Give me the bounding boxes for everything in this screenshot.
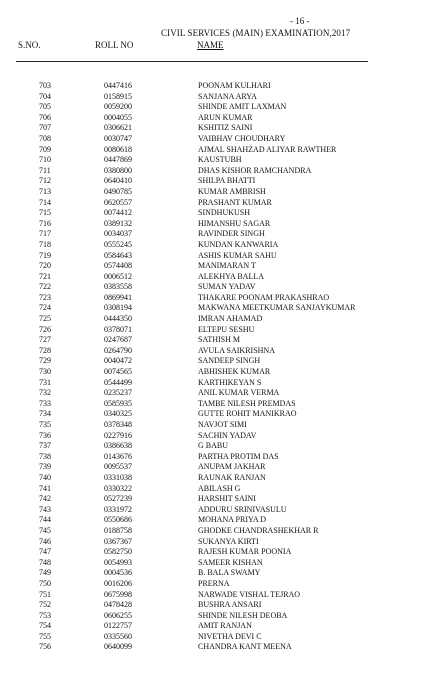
candidate-name-cell: AJMAL SHAHZAD ALIYAR RAWTHER [198,144,337,154]
serial-number-cell: 709 [39,144,51,154]
table-row [0,452,432,463]
serial-number-cell: 741 [39,483,51,493]
table-row [0,240,432,251]
roll-number-cell: 0095537 [104,462,132,472]
roll-number-cell: 0016206 [104,578,132,588]
candidate-name-cell: ASHIS KUMAR SAHU [198,250,277,260]
candidate-name-cell: PARTHA PROTIM DAS [198,451,279,461]
roll-number-cell: 0378348 [104,420,132,429]
serial-number-cell: 718 [39,239,51,249]
table-row [0,409,432,420]
serial-number-cell: 752 [39,600,51,610]
roll-number-cell: 0306621 [104,123,132,133]
candidate-name-cell: ANIL KUMAR VERMA [198,388,280,398]
header-rule [16,61,368,62]
candidate-name-cell: MOHANA PRIYA D [198,515,267,525]
candidate-name-cell: TAMBE NILESH PREMDAS [198,398,296,408]
table-row [0,600,432,611]
roll-number-cell: 0582750 [104,547,132,557]
serial-number-cell: 714 [39,197,51,207]
roll-number-cell: 0640099 [104,642,132,652]
serial-number-cell: 756 [39,642,51,652]
roll-number-cell: 0335560 [104,631,132,641]
table-row [0,92,432,103]
roll-number-cell: 0367367 [104,536,132,546]
serial-number-cell: 727 [39,335,51,345]
exam-title: CIVIL SERVICES (MAIN) EXAMINATION,2017 [161,28,351,38]
serial-number-cell: 730 [39,367,51,377]
table-row [0,547,432,558]
serial-number-cell: 747 [39,547,51,557]
candidate-name-cell: SUMAN YADAV [198,282,256,292]
roll-number-cell: 0340325 [104,409,132,419]
candidate-name-cell: ABHISHEK KUMAR [198,367,271,377]
roll-number-cell: 0555245 [104,239,132,249]
candidate-name-cell: ABILASH G [198,483,241,493]
candidate-name-cell: SANJANA ARYA [198,91,257,101]
serial-number-cell: 743 [39,504,51,514]
table-row [0,229,432,240]
candidate-name-cell: SANDEEP SINGH [198,356,261,366]
candidate-name-cell: GHODKE CHANDRASHEKHAR R [198,525,319,535]
roll-number-cell: 0383558 [104,282,132,292]
table-row [0,611,432,622]
roll-number-cell: 0574408 [104,261,132,271]
serial-number-cell: 703 [39,81,51,90]
candidate-name-cell: ADDURU SRINIVASULU [198,504,287,514]
serial-number-cell: 724 [39,303,51,313]
candidate-name-cell: ANUPAM JAKHAR [198,462,266,472]
candidate-name-cell: BUSHRA ANSARI [198,600,262,610]
serial-number-cell: 744 [39,515,51,525]
roll-number-cell: 0054993 [104,557,132,567]
serial-number-cell: 737 [39,441,51,451]
roll-number-cell: 0006512 [104,271,132,281]
table-row [0,378,432,389]
table-row [0,420,432,431]
roll-number-cell: 0869941 [104,292,132,302]
serial-number-cell: 755 [39,631,51,641]
candidate-name-cell: GUTTE ROHIT MANIKRAO [198,409,297,419]
table-row [0,441,432,452]
candidate-name-cell: SINDHUKUSH [198,208,251,218]
candidate-name-cell: SACHIN YADAV [198,430,257,440]
roll-number-cell: 0158915 [104,91,132,101]
candidate-name-cell: RAUNAK RANJAN [198,472,266,482]
table-row [0,293,432,304]
candidate-name-cell: KSHITIZ SAINI [198,123,253,133]
table-row [0,621,432,632]
table-row [0,642,432,653]
table-row [0,494,432,505]
table-row [0,462,432,473]
table-row [0,272,432,283]
roll-number-cell: 0030747 [104,133,132,143]
results-table [0,81,432,653]
serial-number-cell: 745 [39,525,51,535]
serial-number-cell: 746 [39,536,51,546]
candidate-name-cell: PRASHANT KUMAR [198,197,272,207]
serial-number-cell: 715 [39,208,51,218]
candidate-name-cell: NARWADE VISHAL TEJRAO [198,589,301,599]
table-row [0,568,432,579]
serial-number-cell: 736 [39,430,51,440]
serial-number-cell: 713 [39,186,51,196]
table-row [0,367,432,378]
candidate-name-cell: RAVINDER SINGH [198,229,265,239]
table-row [0,198,432,209]
serial-number-cell: 720 [39,261,51,271]
serial-number-cell: 721 [39,271,51,281]
table-row [0,145,432,156]
table-row [0,251,432,262]
serial-number-cell: 751 [39,589,51,599]
serial-number-cell: 728 [39,345,51,355]
serial-number-cell: 738 [39,451,51,461]
candidate-name-cell: THAKARE POONAM PRAKASHRAO [198,292,330,302]
table-row [0,166,432,177]
candidate-name-cell: HARSHIT SAINI [198,494,256,504]
roll-number-cell: 0188758 [104,525,132,535]
roll-number-cell: 0074565 [104,367,132,377]
table-row [0,558,432,569]
serial-number-cell: 732 [39,388,51,398]
serial-number-cell: 711 [39,165,51,175]
roll-number-cell: 0264790 [104,345,132,355]
serial-number-cell: 722 [39,282,51,292]
roll-number-cell: 0331972 [104,504,132,514]
candidate-name-cell: IMRAN AHAMAD [198,314,263,324]
roll-number-cell: 0444350 [104,314,132,324]
candidate-name-cell: SUKANYA KIRTI [198,536,259,546]
roll-number-cell: 0386638 [104,441,132,451]
candidate-name-cell: RAJESH KUMAR POONIA [198,547,292,557]
roll-number-cell: 0478428 [104,600,132,610]
roll-number-cell: 0143676 [104,451,132,461]
table-row [0,187,432,198]
roll-number-cell: 0235237 [104,388,132,398]
column-header-roll: ROLL NO [95,40,134,50]
table-row [0,632,432,643]
serial-number-cell: 706 [39,112,51,122]
serial-number-cell: 723 [39,292,51,302]
candidate-name-cell: KAUSTUBH [198,155,242,165]
table-row [0,473,432,484]
candidate-name-cell: KARTHIKEYAN S [198,377,262,387]
table-row [0,335,432,346]
serial-number-cell: 748 [39,557,51,567]
candidate-name-cell: SHINDE AMIT LAXMAN [198,102,287,112]
column-header-sno: S.NO. [18,40,41,50]
candidate-name-cell: VAIBHAV CHOUDHARY [198,133,286,143]
candidate-name-cell: AMIT RANJAN [198,621,252,631]
roll-number-cell: 0640410 [104,176,132,186]
roll-number-cell: 0330322 [104,483,132,493]
page-number: - 16 - [290,16,310,26]
table-row [0,155,432,166]
table-row [0,388,432,399]
serial-number-cell: 733 [39,398,51,408]
table-row [0,102,432,113]
candidate-name-cell: ARUN KUMAR [198,112,253,122]
table-row [0,526,432,537]
serial-number-cell: 739 [39,462,51,472]
candidate-name-cell: AVULA SAIKRISHNA [198,345,275,355]
roll-number-cell: 0544499 [104,377,132,387]
roll-number-cell: 0122757 [104,621,132,631]
serial-number-cell: 719 [39,250,51,260]
candidate-name-cell: DHAS KISHOR RAMCHANDRA [198,165,312,175]
serial-number-cell: 716 [39,218,51,228]
table-row [0,505,432,516]
candidate-name-cell: G BABU [198,441,229,451]
roll-number-cell: 0331038 [104,472,132,482]
roll-number-cell: 0675998 [104,589,132,599]
candidate-name-cell: ELTEPU SESHU [198,324,255,334]
serial-number-cell: 734 [39,409,51,419]
candidate-name-cell: SHINDE NILESH DEOBA [198,610,288,620]
serial-number-cell: 742 [39,494,51,504]
table-row [0,314,432,325]
candidate-name-cell: NAVJOT SIMI [198,420,247,429]
roll-number-cell: 0004055 [104,112,132,122]
serial-number-cell: 726 [39,324,51,334]
candidate-name-cell: KUMAR AMBRISH [198,186,266,196]
candidate-name-cell: SAMEER KISHAN [198,557,263,567]
serial-number-cell: 754 [39,621,51,631]
candidate-name-cell: NIVETHA DEVI C [198,631,262,641]
table-row [0,537,432,548]
roll-number-cell: 0447416 [104,81,132,90]
serial-number-cell: 712 [39,176,51,186]
table-row [0,484,432,495]
table-row [0,356,432,367]
roll-number-cell: 0040472 [104,356,132,366]
roll-number-cell: 0584643 [104,250,132,260]
serial-number-cell: 749 [39,568,51,578]
serial-number-cell: 704 [39,91,51,101]
candidate-name-cell: SHILPA BHATTI [198,176,256,186]
serial-number-cell: 717 [39,229,51,239]
roll-number-cell: 0447869 [104,155,132,165]
candidate-name-cell: MAKWANA MEETKUMAR SANJAYKUMAR [198,303,356,313]
serial-number-cell: 731 [39,377,51,387]
candidate-name-cell: CHANDRA KANT MEENA [198,642,292,652]
candidate-name-cell: HIMANSHU SAGAR [198,218,271,228]
table-row [0,282,432,293]
table-row [0,590,432,601]
table-row [0,134,432,145]
table-row [0,219,432,230]
serial-number-cell: 750 [39,578,51,588]
column-header-name: NAME [197,40,224,50]
roll-number-cell: 0585935 [104,398,132,408]
serial-number-cell: 740 [39,472,51,482]
table-row [0,113,432,124]
roll-number-cell: 0527239 [104,494,132,504]
roll-number-cell: 0308194 [104,303,132,313]
candidate-name-cell: PRERNA [198,578,230,588]
serial-number-cell: 705 [39,102,51,112]
table-row [0,399,432,410]
serial-number-cell: 725 [39,314,51,324]
roll-number-cell: 0247687 [104,335,132,345]
table-row [0,431,432,442]
roll-number-cell: 0490785 [104,186,132,196]
roll-number-cell: 0227916 [104,430,132,440]
roll-number-cell: 0380800 [104,165,132,175]
roll-number-cell: 0004536 [104,568,132,578]
table-row [0,261,432,272]
table-row [0,346,432,357]
serial-number-cell: 729 [39,356,51,366]
serial-number-cell: 735 [39,420,51,429]
candidate-name-cell: SATHISH M [198,335,241,345]
serial-number-cell: 753 [39,610,51,620]
roll-number-cell: 0606255 [104,610,132,620]
table-row [0,303,432,314]
table-row [0,81,432,92]
serial-number-cell: 707 [39,123,51,133]
candidate-name-cell: B. BALA SWAMY [198,568,261,578]
roll-number-cell: 0550686 [104,515,132,525]
candidate-name-cell: ALEKHYA BALLA [198,271,264,281]
table-row [0,176,432,187]
roll-number-cell: 0034037 [104,229,132,239]
roll-number-cell: 0080618 [104,144,132,154]
candidate-name-cell: MANIMARAN T [198,261,256,271]
candidate-name-cell: POONAM KULHARI [198,81,271,90]
candidate-name-cell: KUNDAN KANWARIA [198,239,279,249]
serial-number-cell: 710 [39,155,51,165]
roll-number-cell: 0378071 [104,324,132,334]
table-row [0,123,432,134]
serial-number-cell: 708 [39,133,51,143]
table-row [0,515,432,526]
roll-number-cell: 0620557 [104,197,132,207]
roll-number-cell: 0074412 [104,208,132,218]
table-row [0,325,432,336]
table-row [0,579,432,590]
roll-number-cell: 0389132 [104,218,132,228]
table-row [0,208,432,219]
roll-number-cell: 0059200 [104,102,132,112]
